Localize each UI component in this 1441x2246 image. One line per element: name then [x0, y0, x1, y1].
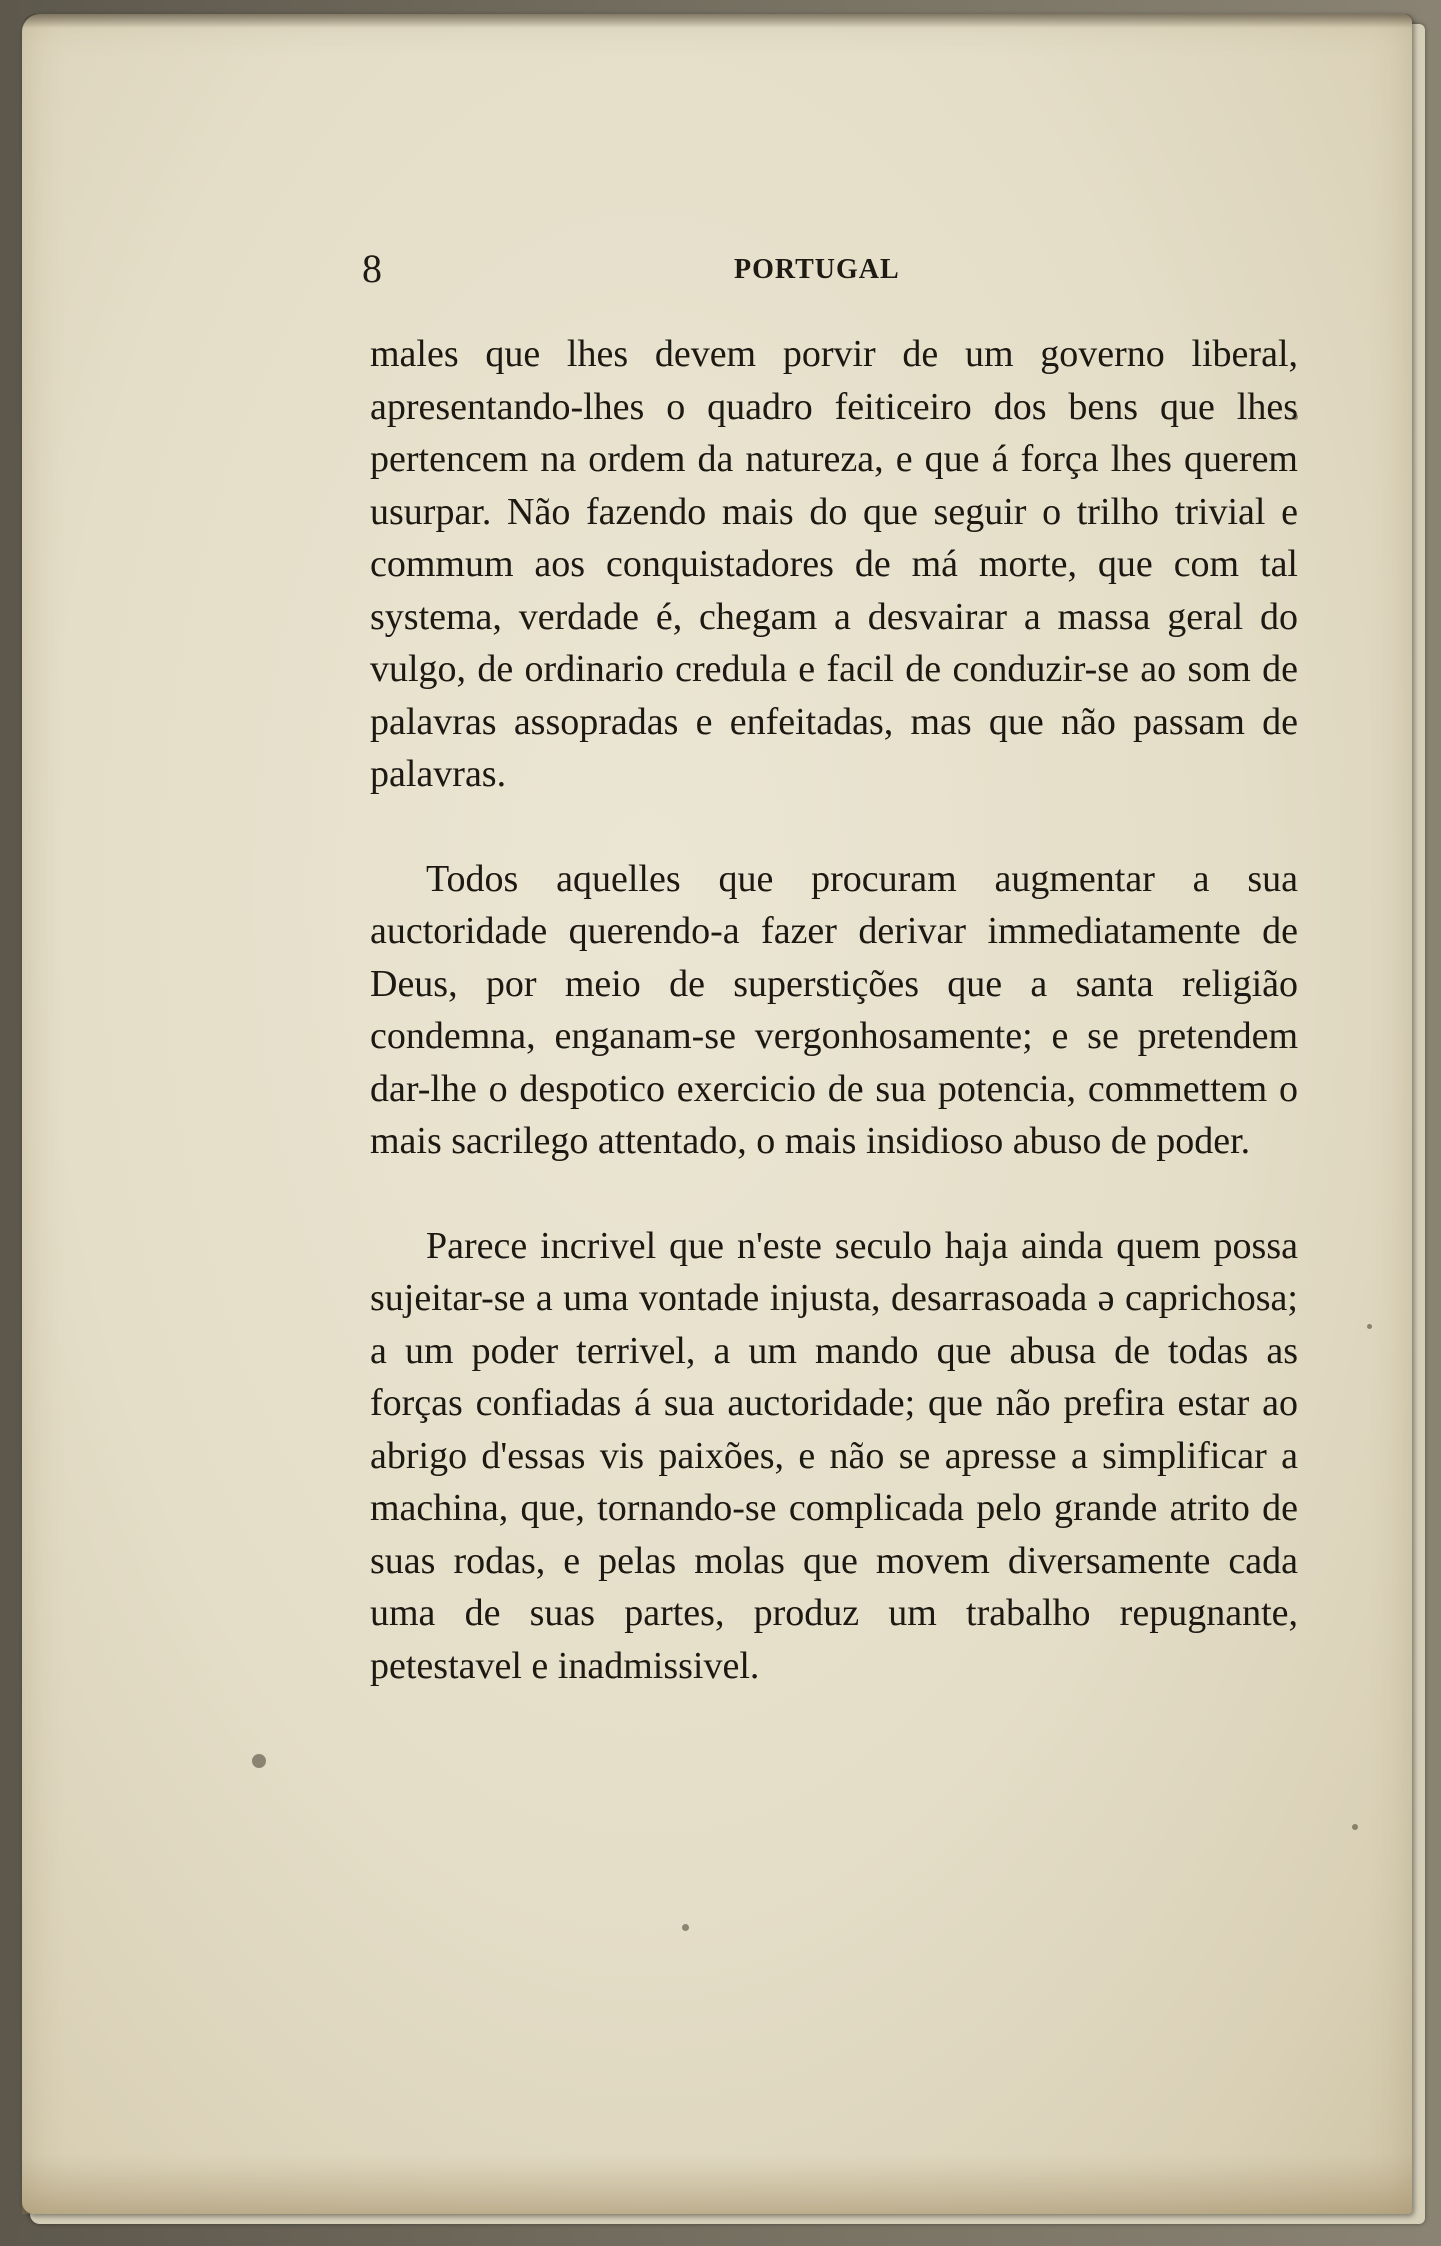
page-number: 8	[362, 246, 382, 291]
paper-speck	[682, 1924, 689, 1931]
book-page	[22, 14, 1412, 2214]
running-title: PORTUGAL	[734, 254, 900, 285]
running-head	[362, 244, 1292, 294]
paper-speck	[1352, 1824, 1358, 1830]
paragraph: males que lhes devem porvir de um governo liberal, apresentando-lhes o quadro feiticeiro dos bens que lhes pertencem na ordem da natureza, e que á força lhes querem usurpar. Não fazendo mais do que seguir o trilho trivial e commum aos conquistadores de má morte, que com tal systema, verdade é, chegam a desvairar a massa geral do vulgo, de ordinario credula e facil de conduzir-se ao som de palavras assopradas e enfeitadas, mas que não passam de palavras.	[370, 333, 1298, 795]
paper-speck	[252, 1754, 266, 1768]
body-text	[370, 328, 1298, 1692]
paragraph: Todos aquelles que procuram augmentar a sua auctoridade querendo-a fazer derivar immediatamente de Deus, por meio de superstições que a santa religião condemna, enganam-se vergonhosamente; e se pretendem dar-lhe o despotico exercicio de sua potencia, commettem o mais sacrilego attentado, o mais insidioso abuso de poder.	[370, 857, 1298, 1162]
paragraph: Parece incrivel que n'este seculo haja ainda quem possa sujeitar-se a uma vontade injusta, desarrasoada ə caprichosa; a um poder terrivel, a um mando que abusa de todas as forças confiadas á sua auctoridade; que não prefira estar ao abrigo d'essas vis paixões, e não se apresse a simplificar a machina, que, tornando-se complicada pelo grande atrito de suas rodas, e pelas molas que movem diversamente cada uma de suas partes, produz um trabalho repugnante, petestavel e inadmissivel.	[370, 1224, 1298, 1687]
paper-speck	[1367, 1324, 1372, 1329]
